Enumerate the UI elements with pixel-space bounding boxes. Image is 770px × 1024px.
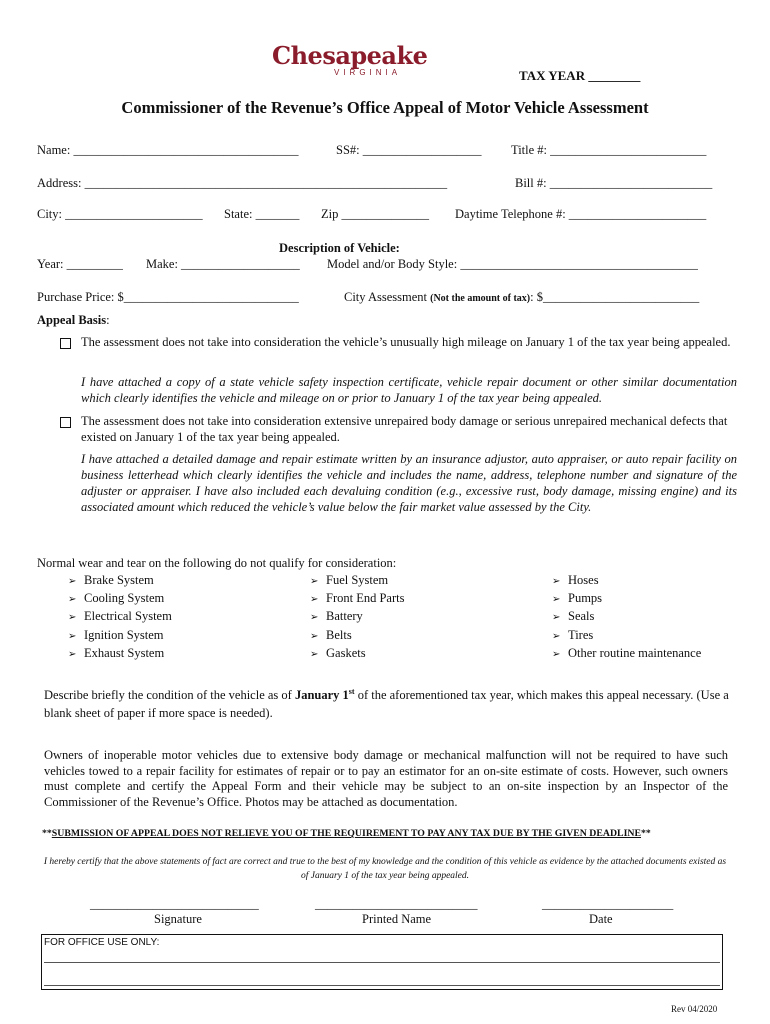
arrow-icon: ➢ <box>310 630 319 642</box>
phone-field[interactable]: Daytime Telephone #: ______________________ <box>455 207 707 221</box>
damage-statement: The assessment does not take into consideration extensive unrepaired body damage or serious unrepaired mechanical defects that existed on January 1 of the tax year being appealed. <box>81 414 728 444</box>
list-item: ➢ Exhaust System <box>68 645 172 663</box>
office-line-1[interactable] <box>44 962 720 963</box>
list-item: ➢ Seals <box>552 608 701 626</box>
printed-name-line[interactable]: __________________________ <box>315 897 478 911</box>
city-assessment-blank: : $_________________________ <box>530 290 700 304</box>
damage-checkbox[interactable] <box>60 417 71 428</box>
certification-statement: I hereby certify that the above statements of fact are correct and true to the best of my knowledge and the condition of this vehicle as evidence by the attached documents existed as of January 1 of the tax year being appealed. <box>43 857 727 881</box>
arrow-icon: ➢ <box>552 648 561 660</box>
mileage-statement: The assessment does not take into consideration the vehicle’s unusually high mileage on January 1 of the tax year being appealed. <box>81 335 731 349</box>
year-field[interactable]: Year: _________ <box>37 257 123 271</box>
inoperable-vehicles-paragraph: Owners of inoperable motor vehicles due to extensive body damage or mechanical malfunction will not be required to have such vehicles towed to a repair facility for estimates of repair or to pay an estimator for an on-site estimate of costs. However, such owners must complete and certify the Appeal Form and their vehicle may be subject to an on-site inspection by an Inspector of the Commissioner of the Revenue’s Office. Photos may be attached as documentation. <box>44 748 728 809</box>
make-field[interactable]: Make: ___________________ <box>146 257 300 271</box>
purchase-price-field[interactable]: Purchase Price: $____________________________ <box>37 290 299 304</box>
revision-label: Rev 04/2020 <box>671 1004 718 1014</box>
describe-condition-paragraph: Describe briefly the condition of the vehicle as of January 1st of the aforementioned tax year, which makes this appeal necessary. (Use a blank sheet of paper if more space is needed). <box>44 687 729 721</box>
arrow-icon: ➢ <box>68 594 77 606</box>
model-field[interactable]: Model and/or Body Style: ______________________________________ <box>327 257 698 271</box>
city-assessment-field[interactable] <box>344 290 699 305</box>
tax-year: TAX YEAR ________ <box>519 68 641 83</box>
printed-name-label: Printed Name <box>362 912 432 926</box>
list-item: ➢ Electrical System <box>68 608 172 626</box>
list-item: ➢ Gaskets <box>310 645 404 663</box>
office-line-2[interactable] <box>44 985 720 986</box>
arrow-icon: ➢ <box>552 630 561 642</box>
title-number-field[interactable]: Title #: _________________________ <box>511 143 707 157</box>
arrow-icon: ➢ <box>552 576 561 587</box>
arrow-icon: ➢ <box>68 576 77 587</box>
damage-documentation-note: I have attached a detailed damage and repair estimate written by an insurance adjustor, auto appraiser, or auto repair facility on business letterhead which clearly identifies the vehicle and includes the name, address, telephone number and signature of the adjuster or appraiser. I have also included each devaluing condition (e.g., excessive rust, body damage, missing engine) and its associated amount which reduced the vehicle’s value below the fair market value assessed by the City. <box>81 452 737 514</box>
state-field[interactable]: State: _______ <box>224 207 300 221</box>
city-assessment-label: City Assessment <box>344 290 427 304</box>
date-line[interactable]: _____________________ <box>542 897 674 911</box>
chesapeake-logo <box>272 41 428 78</box>
wear-tear-intro: Normal wear and tear on the following do not qualify for consideration: <box>37 556 397 570</box>
list-item: ➢ Tires <box>552 627 701 645</box>
signature-label: Signature <box>154 912 202 926</box>
arrow-icon: ➢ <box>552 612 561 624</box>
logo-subtitle: VIRGINIA <box>334 68 402 77</box>
not-amount-note: (Not the amount of tax) <box>430 293 531 304</box>
logo-wordmark: Chesapeake <box>272 41 428 70</box>
mileage-documentation-note: I have attached a copy of a state vehicle safety inspection certificate, vehicle repair document or other similar documentation which clearly identifies the vehicle and mileage on or prior to January 1 of the tax year being appealed. <box>81 375 737 405</box>
wear-list-col2 <box>310 572 404 663</box>
list-item: ➢ Other routine maintenance <box>552 645 701 663</box>
city-field[interactable]: City: ______________________ <box>37 207 203 221</box>
arrow-icon: ➢ <box>552 594 561 606</box>
list-item: ➢ Battery <box>310 608 404 626</box>
arrow-icon: ➢ <box>310 576 319 587</box>
wear-list-col1 <box>68 572 172 663</box>
list-item: ➢ Fuel System <box>310 572 404 590</box>
office-use-box <box>41 934 723 990</box>
wear-list-col3 <box>552 572 701 663</box>
arrow-icon: ➢ <box>310 648 319 660</box>
ssn-field[interactable]: SS#: ___________________ <box>336 143 482 157</box>
arrow-icon: ➢ <box>68 648 77 660</box>
name-field[interactable]: Name: ____________________________________ <box>37 143 299 157</box>
date-label: Date <box>589 912 613 926</box>
form-title: Commissioner of the Revenue’s Office Appeal of Motor Vehicle Assessment <box>121 98 649 117</box>
arrow-icon: ➢ <box>68 612 77 624</box>
arrow-icon: ➢ <box>310 612 319 624</box>
mileage-checkbox[interactable] <box>60 338 71 349</box>
list-item: ➢ Hoses <box>552 572 701 590</box>
vehicle-description-heading: Description of Vehicle: <box>279 241 400 255</box>
signature-line[interactable]: ___________________________ <box>90 897 259 911</box>
submission-notice: **SUBMISSION OF APPEAL DOES NOT RELIEVE YOU OF THE REQUIREMENT TO PAY ANY TAX DUE BY THE GIVEN DEADLINE** <box>42 828 651 839</box>
address-field[interactable]: Address: __________________________________________________________ <box>37 176 448 190</box>
bill-number-field[interactable]: Bill #: __________________________ <box>515 176 713 190</box>
list-item: ➢ Front End Parts <box>310 590 404 608</box>
zip-field[interactable]: Zip ______________ <box>321 207 429 221</box>
list-item: ➢ Pumps <box>552 590 701 608</box>
arrow-icon: ➢ <box>310 594 319 606</box>
list-item: ➢ Ignition System <box>68 627 172 645</box>
arrow-icon: ➢ <box>68 630 77 642</box>
list-item: ➢ Cooling System <box>68 590 172 608</box>
list-item: ➢ Brake System <box>68 572 172 590</box>
appeal-basis-heading: Appeal Basis: <box>37 313 110 327</box>
office-use-label: FOR OFFICE USE ONLY: <box>44 937 160 948</box>
list-item: ➢ Belts <box>310 627 404 645</box>
